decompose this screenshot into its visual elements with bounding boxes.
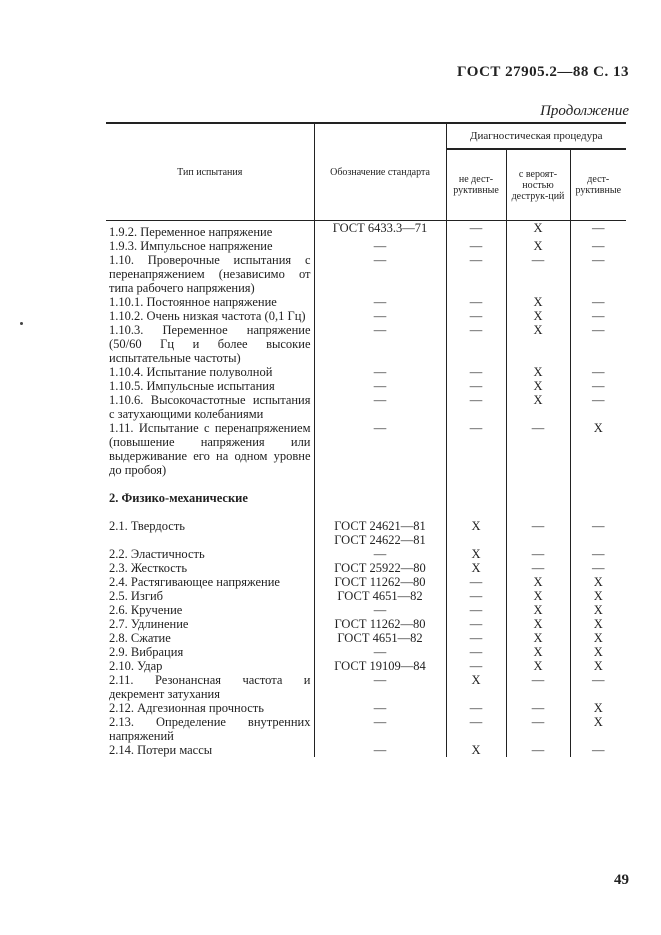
- spacer-row: [106, 477, 626, 491]
- spacer-row: [106, 505, 626, 519]
- table-row: [106, 421, 626, 477]
- cell-name: 1.9.3. Импульсное напряжение: [109, 239, 273, 253]
- cell-name: 2.8. Сжатие: [109, 631, 171, 645]
- cell-a: —: [446, 295, 506, 309]
- cell-std: —: [314, 715, 446, 743]
- table-row: [106, 715, 626, 743]
- cell-a: —: [446, 393, 506, 421]
- col-destructive: дест-руктивные: [570, 149, 626, 221]
- document-code: ГОСТ 27905.2—88 С. 13: [457, 64, 629, 80]
- section-heading: 2. Физико-механические: [109, 491, 248, 505]
- cell-a: —: [446, 575, 506, 589]
- table-row: [106, 379, 626, 393]
- cell-a: —: [446, 323, 506, 365]
- col-diagnostic: Диагностическая процедура: [446, 123, 626, 149]
- table-row: [106, 239, 626, 253]
- cell-std: ГОСТ 25922—80: [314, 561, 446, 575]
- cell-std: ГОСТ 19109—84: [314, 659, 446, 673]
- table-row: [106, 253, 626, 295]
- cell-name: 1.10.5. Импульсные испытания: [109, 379, 275, 393]
- cell-b: X: [506, 309, 570, 323]
- table-row: [106, 323, 626, 365]
- cell-c: —: [592, 561, 605, 575]
- test-table: [106, 122, 626, 757]
- cell-std: ГОСТ 11262—80: [314, 575, 446, 589]
- cell-std: —: [314, 393, 446, 421]
- cell-std: —: [314, 421, 446, 477]
- cell-std: —: [314, 295, 446, 309]
- cell-b: —: [506, 519, 570, 547]
- cell-a: —: [446, 715, 506, 743]
- table-row: [106, 659, 626, 673]
- table-row: [106, 603, 626, 617]
- cell-std: —: [314, 743, 446, 757]
- cell-b: —: [506, 715, 570, 743]
- cell-b: X: [506, 295, 570, 309]
- cell-name: 1.10.6. Высокочастотные испытания с затухающими колебаниями: [109, 393, 311, 421]
- cell-b: X: [506, 393, 570, 421]
- cell-b: X: [506, 575, 570, 589]
- cell-b: X: [506, 589, 570, 603]
- cell-b: X: [506, 239, 570, 253]
- cell-a: X: [446, 519, 506, 547]
- cell-a: —: [446, 645, 506, 659]
- cell-a: —: [446, 239, 506, 253]
- cell-c: —: [592, 309, 605, 323]
- cell-b: —: [506, 701, 570, 715]
- cell-a: —: [446, 221, 506, 240]
- cell-c: X: [593, 715, 603, 729]
- cell-b: —: [506, 547, 570, 561]
- cell-std: —: [314, 701, 446, 715]
- cell-c: —: [592, 379, 605, 393]
- cell-name: 2.4. Растягивающее напряжение: [109, 575, 280, 589]
- cell-a: X: [446, 547, 506, 561]
- cell-std-line: ГОСТ 24621—81: [334, 519, 426, 533]
- cell-c: X: [593, 701, 603, 715]
- cell-a: —: [446, 603, 506, 617]
- cell-name: 2.5. Изгиб: [109, 589, 164, 603]
- cell-c: —: [592, 743, 605, 757]
- col-nondestructive: не дест-руктивные: [446, 149, 506, 221]
- cell-b: X: [506, 659, 570, 673]
- cell-std: —: [314, 239, 446, 253]
- cell-std: —: [314, 309, 446, 323]
- cell-c: —: [592, 519, 605, 533]
- cell-c: X: [593, 631, 603, 645]
- col-test-type: Тип испытания: [106, 123, 314, 221]
- cell-a: —: [446, 631, 506, 645]
- cell-name: 1.10.2. Очень низкая частота (0,1 Гц): [109, 309, 306, 323]
- cell-name: 2.7. Удлинение: [109, 617, 189, 631]
- table-row: [106, 309, 626, 323]
- cell-std-line: ГОСТ 24622—81: [334, 533, 426, 547]
- table-row: [106, 221, 626, 240]
- cell-std: —: [314, 603, 446, 617]
- cell-std: —: [314, 323, 446, 365]
- table-row: [106, 547, 626, 561]
- cell-c: X: [593, 645, 603, 659]
- cell-b: —: [506, 743, 570, 757]
- table-row: [106, 645, 626, 659]
- cell-std: —: [314, 365, 446, 379]
- cell-std: —: [314, 645, 446, 659]
- cell-c: —: [592, 239, 605, 253]
- cell-b: X: [506, 617, 570, 631]
- cell-c: X: [593, 659, 603, 673]
- cell-a: X: [446, 743, 506, 757]
- table-row: [106, 519, 626, 547]
- table-row: [106, 743, 626, 757]
- table-row: [106, 295, 626, 309]
- cell-name: 2.14. Потери массы: [109, 743, 213, 757]
- continuation-label: Продолжение: [540, 103, 629, 119]
- cell-b: X: [506, 603, 570, 617]
- cell-c: —: [592, 393, 605, 407]
- cell-c: X: [593, 617, 603, 631]
- cell-c: —: [592, 221, 605, 235]
- cell-std: ГОСТ 4651—82: [314, 631, 446, 645]
- cell-std: —: [314, 253, 446, 295]
- cell-a: —: [446, 659, 506, 673]
- cell-c: —: [592, 365, 605, 379]
- cell-b: —: [506, 253, 570, 295]
- cell-b: X: [506, 365, 570, 379]
- cell-b: —: [506, 421, 570, 477]
- cell-b: X: [506, 323, 570, 365]
- cell-std: [314, 519, 446, 547]
- cell-std: ГОСТ 4651—82: [314, 589, 446, 603]
- cell-std: —: [314, 673, 446, 701]
- cell-name: 1.10.3. Переменное напряжение (50/60 Гц и более высокие испытательные частоты): [109, 323, 311, 365]
- cell-b: —: [506, 673, 570, 701]
- cell-std: ГОСТ 6433.3—71: [314, 221, 446, 240]
- table-row: [106, 631, 626, 645]
- cell-c: —: [592, 673, 605, 687]
- cell-a: —: [446, 379, 506, 393]
- table-row: [106, 575, 626, 589]
- cell-name: 2.12. Адгезионная прочность: [109, 701, 264, 715]
- cell-c: X: [593, 603, 603, 617]
- cell-c: —: [592, 253, 605, 267]
- cell-a: —: [446, 701, 506, 715]
- cell-a: X: [446, 561, 506, 575]
- cell-b: X: [506, 379, 570, 393]
- cell-c: —: [592, 323, 605, 337]
- table-row: [106, 617, 626, 631]
- cell-name: 1.10.4. Испытание полуволной: [109, 365, 273, 379]
- cell-c: —: [592, 547, 605, 561]
- cell-a: —: [446, 253, 506, 295]
- cell-name: 2.1. Твердость: [109, 519, 185, 533]
- col-probable: с вероят-ностью деструк-ций: [506, 149, 570, 221]
- cell-name: 2.2. Эластичность: [109, 547, 205, 561]
- cell-name: 1.9.2. Переменное напряжение: [109, 225, 273, 239]
- cell-a: —: [446, 365, 506, 379]
- scan-speck: [20, 322, 23, 325]
- cell-c: X: [593, 421, 603, 435]
- cell-std: —: [314, 547, 446, 561]
- cell-std: ГОСТ 11262—80: [314, 617, 446, 631]
- cell-name: 2.3. Жесткость: [109, 561, 188, 575]
- table-row: [106, 561, 626, 575]
- cell-std: —: [314, 379, 446, 393]
- section-row: [106, 491, 626, 505]
- cell-name: 2.9. Вибрация: [109, 645, 184, 659]
- cell-a: X: [446, 673, 506, 701]
- table-row: [106, 393, 626, 421]
- cell-name: 2.6. Кручение: [109, 603, 183, 617]
- cell-name: 1.10. Проверочные испытания с перенапряжением (независимо от типа рабочего напряжения): [109, 253, 311, 295]
- cell-c: X: [593, 575, 603, 589]
- table-row: [106, 673, 626, 701]
- cell-b: —: [506, 561, 570, 575]
- cell-name: 2.11. Резонансная частота и декремент затухания: [109, 673, 311, 701]
- cell-a: —: [446, 421, 506, 477]
- cell-a: —: [446, 309, 506, 323]
- table-row: [106, 701, 626, 715]
- page-number: 49: [614, 872, 629, 888]
- cell-b: X: [506, 631, 570, 645]
- table-body: [106, 221, 626, 758]
- cell-b: X: [506, 645, 570, 659]
- cell-b: X: [506, 221, 570, 240]
- cell-name: 1.11. Испытание с перенапряжением (повышение напряжения или выдерживание его на одном уровне до пробоя): [109, 421, 311, 477]
- cell-c: —: [592, 295, 605, 309]
- table-row: [106, 589, 626, 603]
- cell-name: 1.10.1. Постоянное напряжение: [109, 295, 277, 309]
- cell-c: X: [593, 589, 603, 603]
- cell-a: —: [446, 589, 506, 603]
- col-standard: Обозначение стандарта: [314, 123, 446, 221]
- cell-name: 2.10. Удар: [109, 659, 163, 673]
- cell-name: 2.13. Определение внутренних напряжений: [109, 715, 311, 743]
- cell-a: —: [446, 617, 506, 631]
- table-row: [106, 365, 626, 379]
